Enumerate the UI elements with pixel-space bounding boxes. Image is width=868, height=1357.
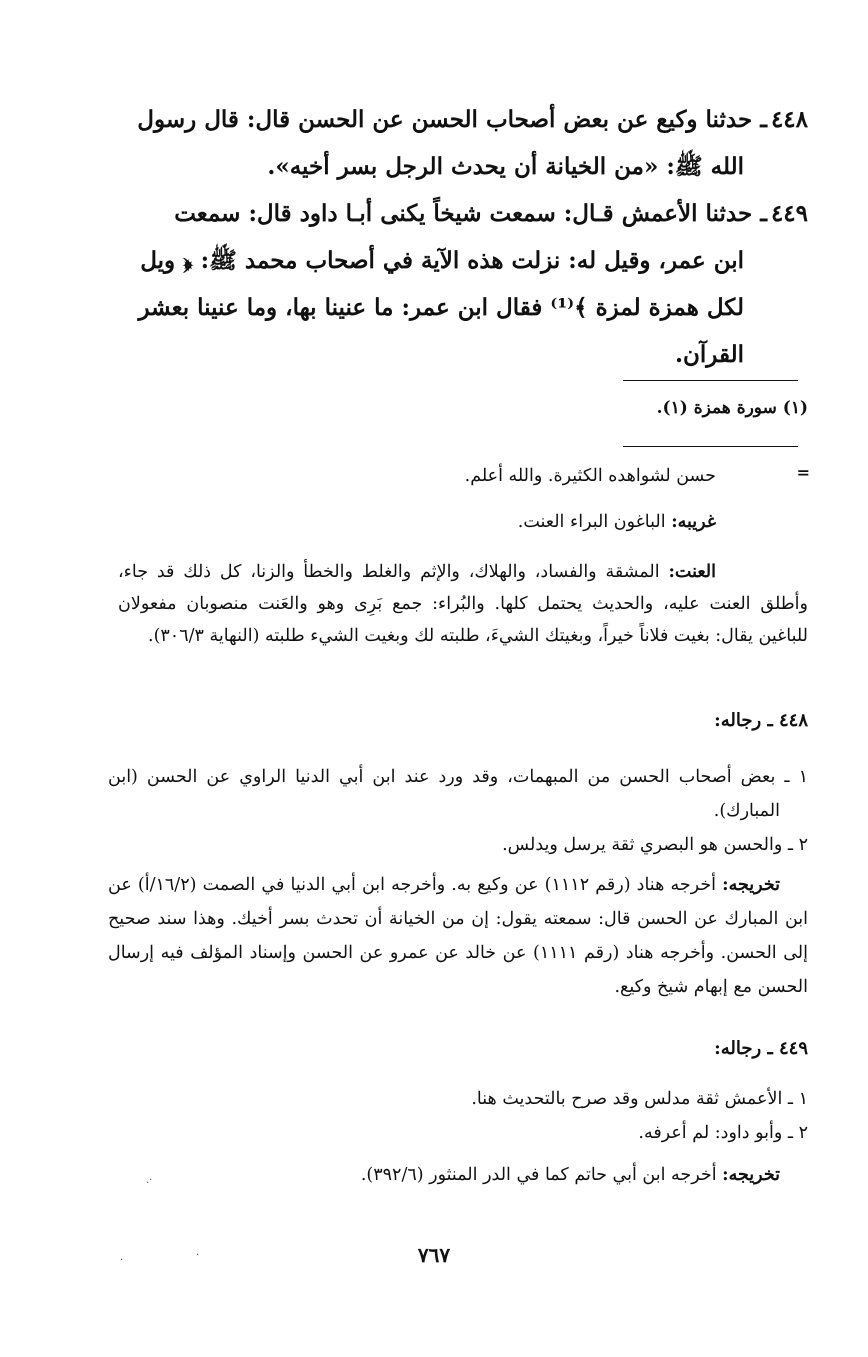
anat-label: العنت: [668,562,716,582]
hadith-text-line: لكل همزة لمزة ﴾⁽¹⁾ فقال ابن عمر: ما عنينا بها، وما عنينا بعشر [138,294,744,321]
takhrij-paragraph [108,1158,808,1192]
hadith-text-line: الله ﷺ: «من الخيانة أن يحدث الرجل بسر أخيه». [267,153,744,180]
hadith-number: ٤٤٩ [770,200,808,227]
scan-speck: · [196,1250,200,1261]
continuation-mark: = [796,463,810,482]
footnote-separator [623,380,798,381]
takhrij-paragraph [108,868,808,1004]
hadith-text-line: ـ حدثنا الأعمش قـال: سمعت شيخاً يكنى أبـا داود قال: سمعت [174,200,767,227]
rijal-449-heading: ٤٤٩ ـ رجاله: [714,1038,808,1059]
rijal-448-body [108,760,808,1004]
scan-speck: ·. [146,1175,153,1186]
gharib-label: غريبه: [671,512,716,532]
hadith-text-line: ـ حدثنا وكيع عن بعض أصحاب الحسن عن الحسن قال: قال رسول [137,106,767,133]
hadith-text-line: ابن عمر، وقيل له: نزلت هذه الآية في أصحاب محمد ﷺ: ﴿ ويل [140,247,744,274]
commentary-separator [623,446,798,447]
hadith-text-line: القرآن. [674,341,744,368]
narrator-note: ٢ ـ وأبو داود: لم أعرفه. [638,1123,808,1143]
anat-paragraph [118,556,808,652]
takhrij-text: أخرجه ابن أبي حاتم كما في الدر المنثور (٣٩٢/٦). [360,1165,723,1185]
rijal-449-body [108,1082,808,1192]
narrator-note: ٢ ـ والحسن هو البصري ثقة يرسل ويدلس. [502,835,808,855]
hadith-number: ٤٤٨ [770,106,808,133]
scan-speck: · [120,1255,124,1266]
page-number: ٧٦٧ [417,1243,451,1267]
takhrij-label: تخريجه: [722,875,780,895]
footnote: (١) سورة همزة (١). [656,398,808,418]
narrator-note: ١ ـ بعض أصحاب الحسن من المبهمات، وقد ورد عند ابن أبي الدنيا الراوي عن الحسن (ابن المبارك). [108,767,808,821]
hadith-449 [108,190,808,378]
commentary [118,460,808,652]
gharib-line [118,506,808,538]
takhrij-text: أخرجه هناد (رقم ١١١٢) عن وكيع به. وأخرجه ابن أبي الدنيا في الصمت (١٦/٢/أ) عن ابن المبارك عن الحسن قال: سمعته يقول: إن من الخيانة أن تحدث بسر أخيك. وهذا سند صحيح إلى الحسن. وأخرجه هناد (رقم ١١١١) عن خالد عن عمرو عن الحسن وإسناد المؤلف فيه إرسال الحسن مع إبهام شيخ وكيع. [108,875,808,997]
gharib-text: الباغون البراء العنت. [517,512,672,532]
anat-text: المشقة والفساد، والهلاك، والإثم والغلط والخطأ والزنا، كل ذلك قد جاء، وأطلق العنت عليه، والحديث يحتمل كلها. والبُراء: جمع بَرِى وهو والعَنت منصوبان مفعولان للباغين يقال: بغيت فلاناً خيراً، وبغيتك الشيءَ، طلبته لك وبغيت الشيء طلبته (النهاية ٣٠٦/٣). [118,562,808,646]
hadith-448 [108,96,808,190]
narrator-note: ١ ـ الأعمش ثقة مدلس وقد صرح بالتحديث هنا. [471,1089,808,1109]
takhrij-label: تخريجه: [722,1165,780,1185]
rijal-448-heading: ٤٤٨ ـ رجاله: [714,710,808,731]
grading-line: حسن لشواهده الكثيرة. والله أعلم. [464,466,716,486]
